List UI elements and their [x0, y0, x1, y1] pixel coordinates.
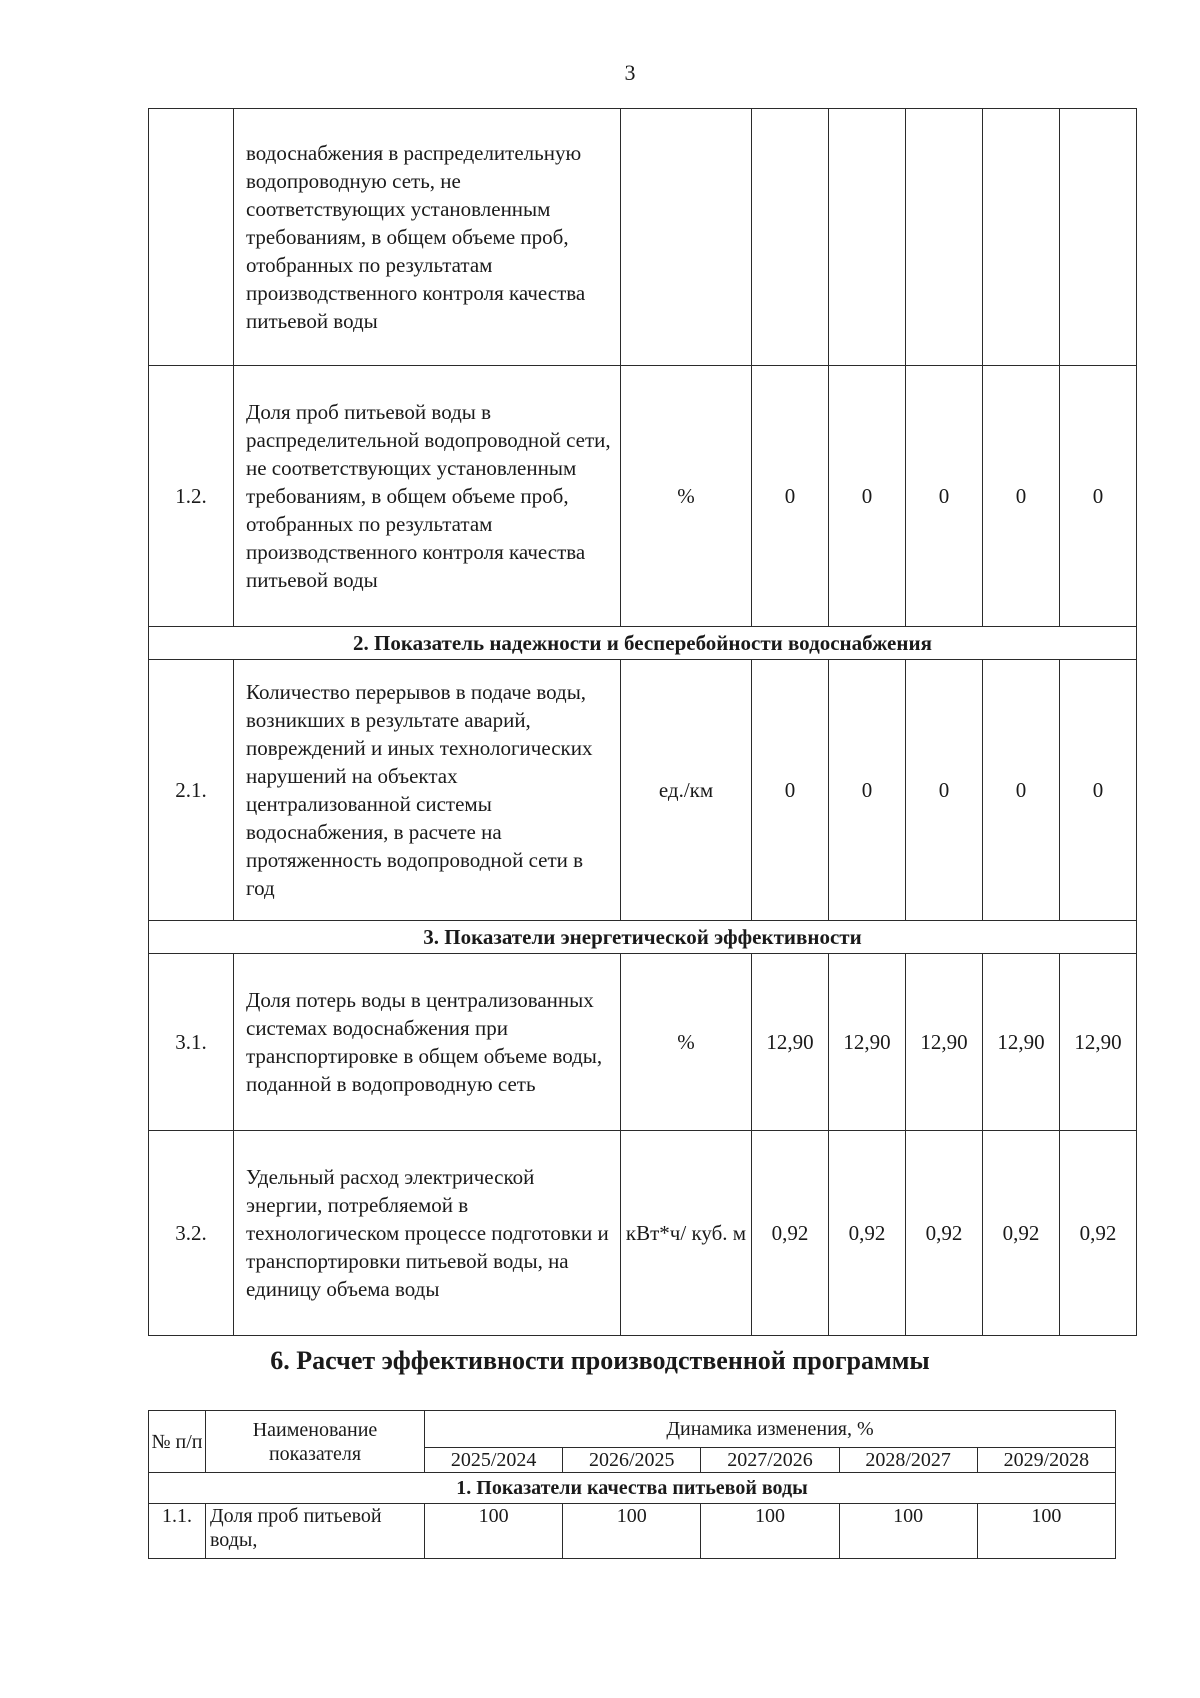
table-row — [149, 1504, 1116, 1559]
value-cell: 0 — [829, 660, 906, 921]
table-row — [149, 109, 1137, 366]
unit-cell: % — [621, 366, 752, 627]
column-header-year: 2029/2028 — [977, 1448, 1115, 1473]
value-cell: 100 — [701, 1504, 839, 1559]
unit-cell: ед./км — [621, 660, 752, 921]
value-cell: 100 — [563, 1504, 701, 1559]
row-number: 3.1. — [149, 954, 234, 1131]
table-row — [149, 1131, 1137, 1336]
row-number: 2.1. — [149, 660, 234, 921]
indicator-name: Доля потерь воды в централизованных системах водоснабжения при транспортировке в общем объеме воды, поданной в водопроводную сеть — [234, 954, 621, 1131]
value-cell: 0 — [1060, 660, 1137, 921]
value-cell: 0 — [1060, 366, 1137, 627]
indicator-name: водоснабжения в распределительную водопроводную сеть, не соответствующих установленным требованиям, в общем объеме проб, отобранных по результатам производственного контроля качества питьевой воды — [234, 109, 621, 366]
section-header-row — [149, 1473, 1116, 1504]
value-cell: 0 — [752, 660, 829, 921]
indicator-name: Удельный расход электрической энергии, потребляемой в технологическом процессе подготовки и транспортировки питьевой воды, на единицу объема воды — [234, 1131, 621, 1336]
row-number — [149, 109, 234, 366]
value-cell: 12,90 — [906, 954, 983, 1131]
column-header-year: 2025/2024 — [425, 1448, 563, 1473]
value-cell: 100 — [977, 1504, 1115, 1559]
section-header-row — [149, 627, 1137, 660]
value-cell — [983, 109, 1060, 366]
value-cell — [906, 109, 983, 366]
page-number: 3 — [624, 60, 636, 85]
value-cell — [829, 109, 906, 366]
value-cell — [752, 109, 829, 366]
column-header-number: № п/п — [149, 1411, 206, 1473]
column-header-year: 2027/2026 — [701, 1448, 839, 1473]
section-header-row — [149, 921, 1137, 954]
indicator-name: Количество перерывов в подаче воды, возникших в результате аварий, повреждений и иных технологических нарушений на объектах централизованной системы водоснабжения, в расчете на протяженность водопроводной сети в год — [234, 660, 621, 921]
column-header-dynamics: Динамика изменения, % — [425, 1411, 1116, 1448]
indicator-name: Доля проб питьевой воды, — [206, 1504, 425, 1559]
table-header-row — [149, 1411, 1116, 1448]
section-title: 1. Показатели качества питьевой воды — [149, 1473, 1116, 1504]
table-row — [149, 366, 1137, 627]
indicators-table — [148, 108, 1137, 1336]
unit-cell: % — [621, 954, 752, 1131]
column-header-year: 2026/2025 — [563, 1448, 701, 1473]
row-number: 3.2. — [149, 1131, 234, 1336]
unit-cell: кВт*ч/ куб. м — [621, 1131, 752, 1336]
column-header-year: 2028/2027 — [839, 1448, 977, 1473]
value-cell: 0,92 — [983, 1131, 1060, 1336]
value-cell: 0 — [906, 660, 983, 921]
value-cell: 12,90 — [752, 954, 829, 1131]
value-cell: 12,90 — [829, 954, 906, 1131]
efficiency-table — [148, 1410, 1116, 1559]
value-cell: 0 — [829, 366, 906, 627]
section-title: 2. Показатель надежности и бесперебойности водоснабжения — [149, 627, 1137, 660]
unit-cell — [621, 109, 752, 366]
value-cell: 0 — [752, 366, 829, 627]
value-cell: 0,92 — [829, 1131, 906, 1336]
value-cell: 0 — [983, 366, 1060, 627]
row-number: 1.2. — [149, 366, 234, 627]
value-cell: 0,92 — [1060, 1131, 1137, 1336]
value-cell: 0,92 — [752, 1131, 829, 1336]
table-row — [149, 954, 1137, 1131]
section-heading: 6. Расчет эффективности производственной программы — [270, 1346, 930, 1375]
value-cell: 0 — [906, 366, 983, 627]
value-cell: 12,90 — [1060, 954, 1137, 1131]
value-cell: 100 — [425, 1504, 563, 1559]
indicator-name: Доля проб питьевой воды в распределительной водопроводной сети, не соответствующих установленным требованиям, в общем объеме проб, отобранных по результатам производственного контроля качества питьевой воды — [234, 366, 621, 627]
value-cell: 0 — [983, 660, 1060, 921]
value-cell: 12,90 — [983, 954, 1060, 1131]
value-cell — [1060, 109, 1137, 366]
table-row — [149, 660, 1137, 921]
section-title: 3. Показатели энергетической эффективности — [149, 921, 1137, 954]
column-header-name: Наименование показателя — [206, 1411, 425, 1473]
row-number: 1.1. — [149, 1504, 206, 1559]
value-cell: 100 — [839, 1504, 977, 1559]
value-cell: 0,92 — [906, 1131, 983, 1336]
